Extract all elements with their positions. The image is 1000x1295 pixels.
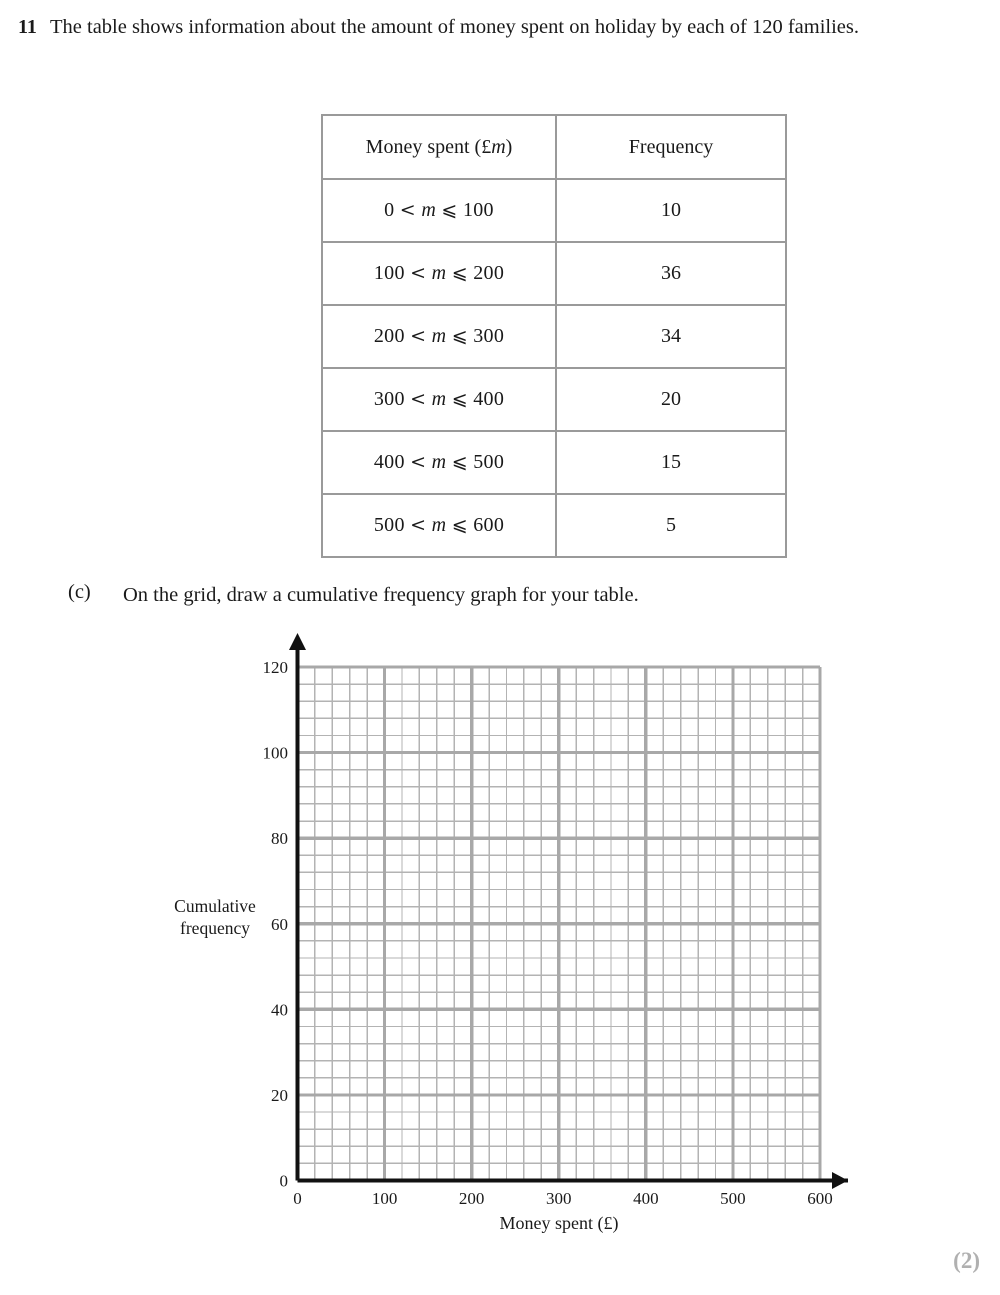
cell-interval — [322, 368, 556, 431]
interval-variable: m — [421, 199, 437, 221]
cell-frequency: 15 — [556, 431, 786, 494]
column-header-money-spent-prefix: Money spent (£ — [365, 135, 492, 158]
table-row — [322, 305, 786, 368]
y-tick-label: 100 — [262, 743, 288, 763]
table-row — [322, 242, 786, 305]
interval-variable: m — [431, 514, 447, 536]
interval-lower: 200 — [373, 325, 405, 347]
less-than-or-equal-symbol: ⩽ — [451, 514, 468, 536]
less-than-or-equal-symbol: ⩽ — [441, 199, 458, 221]
y-axis-title-line2: frequency — [180, 918, 250, 938]
table-row — [322, 179, 786, 242]
interval-upper: 600 — [473, 514, 505, 536]
major-gridlines — [298, 667, 821, 1181]
interval-lower: 0 — [384, 199, 395, 221]
less-than-symbol: < — [410, 325, 427, 347]
frequency-table — [321, 114, 787, 558]
interval-upper: 200 — [473, 262, 505, 284]
less-than-or-equal-symbol: ⩽ — [451, 262, 468, 284]
table-row — [322, 431, 786, 494]
less-than-symbol: < — [410, 514, 427, 536]
y-axis-title — [160, 895, 270, 939]
cell-interval — [322, 242, 556, 305]
cell-frequency: 10 — [556, 179, 786, 242]
table-body — [322, 179, 786, 557]
frequency-table-container — [321, 114, 787, 558]
interval-variable: m — [431, 451, 447, 473]
question-number: 11 — [18, 16, 37, 38]
x-tick-label: 600 — [807, 1189, 833, 1208]
interval-lower: 300 — [373, 388, 405, 410]
cell-interval — [322, 305, 556, 368]
y-tick-label: 0 — [279, 1171, 288, 1191]
interval-variable: m — [431, 262, 447, 284]
x-tick-label: 200 — [458, 1189, 485, 1208]
interval-lower: 400 — [373, 451, 405, 473]
x-tick-label: 500 — [720, 1189, 746, 1208]
column-header-money-spent-var: m — [491, 135, 506, 158]
x-tick-label: 100 — [371, 1189, 398, 1208]
x-tick-label: 300 — [546, 1189, 572, 1208]
less-than-or-equal-symbol: ⩽ — [451, 451, 468, 473]
interval-upper: 300 — [473, 325, 505, 347]
part-c-label: (c) — [68, 581, 91, 603]
column-header-money-spent-suffix: ) — [505, 135, 513, 158]
interval-variable: m — [431, 388, 447, 410]
x-tick-labels — [293, 1189, 833, 1208]
less-than-symbol: < — [410, 262, 427, 284]
marks-badge: (2) — [953, 1248, 980, 1273]
cell-interval — [322, 179, 556, 242]
y-tick-label: 120 — [262, 658, 288, 677]
question-text: The table shows information about the amount of money spent on holiday by each of 120 families. — [50, 16, 859, 38]
interval-upper: 400 — [473, 388, 505, 410]
cell-interval — [322, 431, 556, 494]
y-tick-label: 80 — [271, 829, 288, 849]
less-than-or-equal-symbol: ⩽ — [451, 325, 468, 347]
y-tick-label: 60 — [271, 914, 288, 934]
less-than-or-equal-symbol: ⩽ — [451, 388, 468, 410]
y-tick-label: 20 — [271, 1085, 288, 1105]
cell-frequency: 34 — [556, 305, 786, 368]
cell-frequency: 36 — [556, 242, 786, 305]
minor-gridlines — [298, 667, 821, 1181]
column-header-frequency: Frequency — [556, 115, 786, 179]
less-than-symbol: < — [399, 199, 417, 221]
part-c-text: On the grid, draw a cumulative frequency graph for your table. — [123, 584, 639, 606]
question-block — [18, 12, 978, 43]
table-row — [322, 494, 786, 557]
less-than-symbol: < — [410, 388, 427, 410]
interval-lower: 100 — [373, 262, 405, 284]
cell-frequency: 5 — [556, 494, 786, 557]
x-axis-title: Money spent (£) — [499, 1213, 619, 1233]
y-tick-label: 40 — [271, 1000, 288, 1020]
column-header-money-spent — [322, 115, 556, 179]
less-than-symbol: < — [410, 451, 427, 473]
interval-variable: m — [431, 325, 447, 347]
x-tick-label: 400 — [633, 1189, 659, 1208]
axes — [289, 633, 848, 1189]
y-axis-arrow — [289, 633, 306, 650]
cell-interval — [322, 494, 556, 557]
x-tick-label: 0 — [293, 1189, 302, 1208]
part-c-block — [68, 581, 928, 609]
y-axis-title-line1: Cumulative — [174, 896, 256, 916]
table-header-row — [322, 115, 786, 179]
interval-upper: 100 — [462, 199, 494, 221]
table-row — [322, 368, 786, 431]
x-axis-arrow — [832, 1172, 848, 1189]
interval-upper: 500 — [473, 451, 505, 473]
interval-lower: 500 — [373, 514, 405, 536]
cell-frequency: 20 — [556, 368, 786, 431]
